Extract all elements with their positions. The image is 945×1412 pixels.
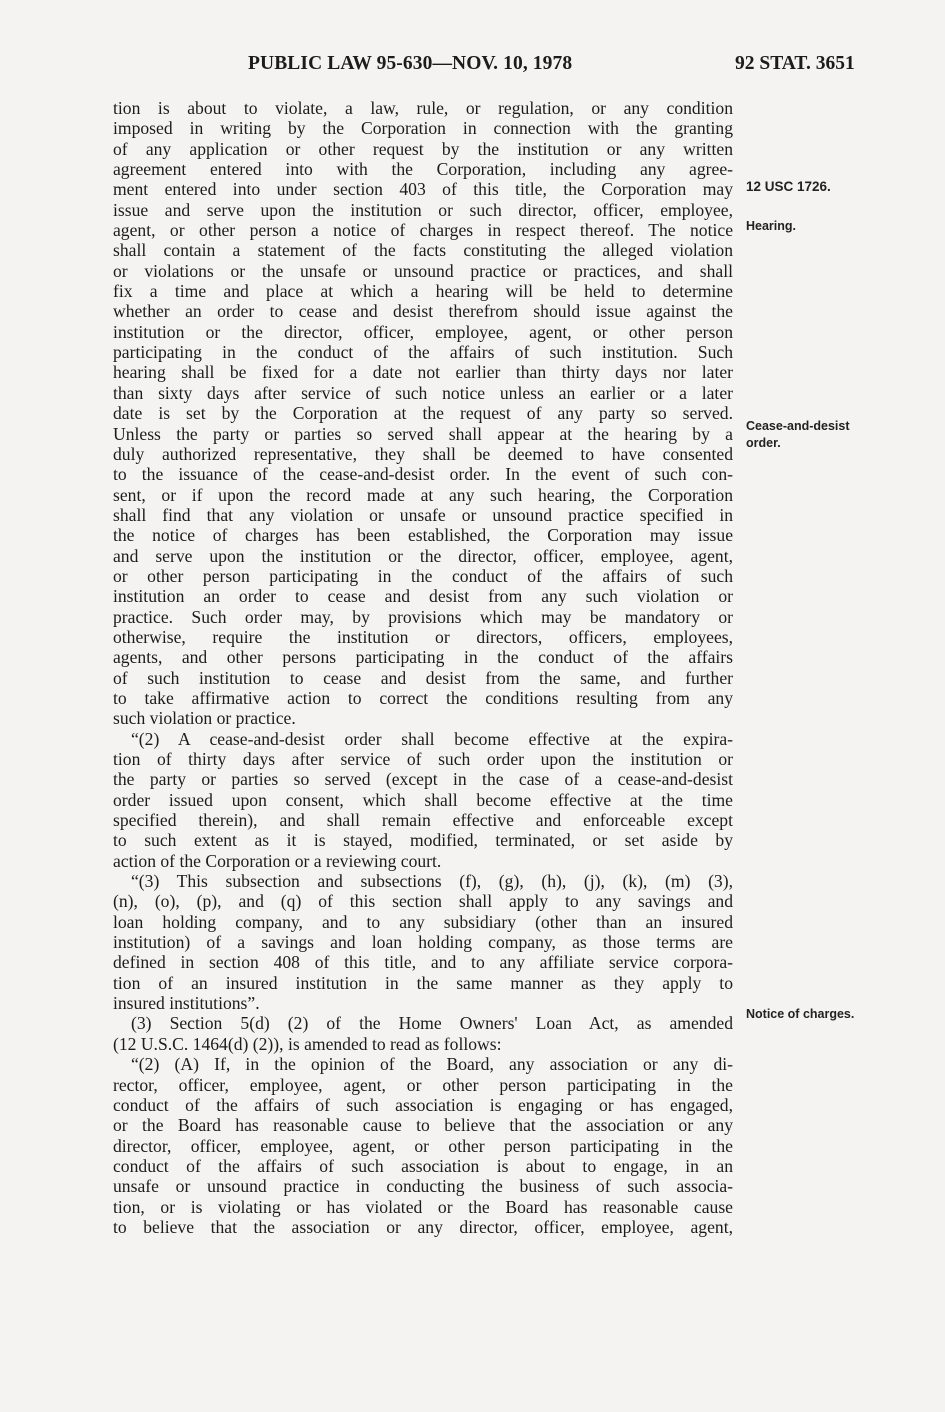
text-line: shall find that any violation or unsafe or unsound practice specified in <box>113 504 733 525</box>
text-line: defined in section 408 of this title, and to any affiliate service corpora- <box>113 952 733 973</box>
text-line: the notice of charges has been established, the Corporation may issue <box>113 525 733 546</box>
text-line: whether an order to cease and desist therefrom should issue against the <box>113 301 733 322</box>
text-line: sent, or if upon the record made at any such hearing, the Corporation <box>113 484 733 505</box>
text-line: of such institution to cease and desist from the same, and further <box>113 667 733 688</box>
text-line: to believe that the association or any director, officer, employee, agent, <box>113 1216 733 1237</box>
text-line: than sixty days after service of such notice unless an earlier or a later <box>113 382 733 403</box>
margin-note-hearing: Hearing. <box>746 219 797 233</box>
text-line: shall contain a statement of the facts constituting the alleged violation <box>113 240 733 261</box>
page-title: PUBLIC LAW 95-630—NOV. 10, 1978 <box>248 53 573 74</box>
text-line: to the issuance of the cease-and-desist order. In the event of such con- <box>113 464 733 485</box>
margin-note-cease-and-desist <box>746 418 850 452</box>
body-text <box>113 98 733 1237</box>
margin-note-notice-of-charges: Notice of charges. <box>746 1007 855 1021</box>
margin-note-line: order. <box>746 436 781 450</box>
text-line: Unless the party or parties so served shall appear at the hearing by a <box>113 423 733 444</box>
text-line: institution or the director, officer, employee, agent, or other person <box>113 321 733 342</box>
text-line: to such extent as it is stayed, modified, terminated, or set aside by <box>113 830 733 851</box>
stat-page-number: 92 STAT. 3651 <box>735 53 855 74</box>
text-line: and serve upon the institution or the director, officer, employee, agent, <box>113 545 733 566</box>
text-line: conduct of the affairs of such association is engaging or has engaged, <box>113 1094 733 1115</box>
text-line: to take affirmative action to correct the conditions resulting from any <box>113 687 733 708</box>
text-line: or other person participating in the conduct of the affairs of such <box>113 565 733 586</box>
text-line: institution) of a savings and loan holding company, as those terms are <box>113 932 733 953</box>
text-line: or violations or the unsafe or unsound practice or practices, and shall <box>113 260 733 281</box>
text-line: duly authorized representative, they shall be deemed to have consented <box>113 443 733 464</box>
text-line: tion of thirty days after service of such order upon the institution or <box>113 749 733 769</box>
text-line: agreement entered into with the Corporation, including any agree- <box>113 159 733 180</box>
text-line: tion, or is violating or has violated or the Board has reasonable cause <box>113 1196 733 1217</box>
text-line: ment entered into under section 403 of this title, the Corporation may <box>113 179 733 200</box>
text-line: “(3) This subsection and subsections (f), (g), (h), (j), (k), (m) (3), <box>131 871 733 892</box>
text-line: tion is about to violate, a law, rule, or regulation, or any condition <box>113 98 733 118</box>
text-line: or the Board has reasonable cause to believe that the association or any <box>113 1115 733 1136</box>
text-line: (12 U.S.C. 1464(d) (2)), is amended to read as follows: <box>113 1033 502 1054</box>
text-line: (3) Section 5(d) (2) of the Home Owners' Loan Act, as amended <box>131 1013 733 1034</box>
text-line: participating in the conduct of the affairs of such institution. Such <box>113 342 733 363</box>
text-line: issue and serve upon the institution or such director, officer, employee, <box>113 199 733 220</box>
text-line: of any application or other request by the institution or any written <box>113 138 733 159</box>
text-line: director, officer, employee, agent, or other person participating in the <box>113 1135 733 1156</box>
text-line: order issued upon consent, which shall become effective at the time <box>113 789 733 810</box>
text-line: practice. Such order may, by provisions which may be mandatory or <box>113 606 733 627</box>
text-line: institution an order to cease and desist from any such violation or <box>113 586 733 607</box>
text-line: otherwise, require the institution or directors, officers, employees, <box>113 626 733 647</box>
margin-note-usc-citation: 12 USC 1726. <box>746 179 831 194</box>
text-line: (n), (o), (p), and (q) of this section shall apply to any savings and <box>113 891 733 912</box>
text-line: “(2) A cease-and-desist order shall become effective at the expira- <box>131 728 733 749</box>
text-line: such violation or practice. <box>113 708 296 729</box>
text-line: imposed in writing by the Corporation in connection with the granting <box>113 118 733 139</box>
text-line: agent, or other person a notice of charges in respect thereof. The notice <box>113 220 733 241</box>
text-line: loan holding company, and to any subsidiary (other than an insured <box>113 911 733 932</box>
text-line: insured institutions”. <box>113 993 260 1014</box>
margin-note-line: Cease-and-desist <box>746 419 850 433</box>
text-line: unsafe or unsound practice in conducting the business of such associa- <box>113 1176 733 1197</box>
text-line: “(2) (A) If, in the opinion of the Board, any association or any di- <box>131 1054 733 1075</box>
text-line: action of the Corporation or a reviewing court. <box>113 850 442 871</box>
text-line: conduct of the affairs of such association is about to engage, in an <box>113 1155 733 1176</box>
text-line: agents, and other persons participating in the conduct of the affairs <box>113 647 733 668</box>
text-line: date is set by the Corporation at the request of any party so served. <box>113 403 733 424</box>
text-line: specified therein), and shall remain effective and enforceable except <box>113 810 733 831</box>
text-line: tion of an insured institution in the same manner as they apply to <box>113 972 733 993</box>
text-line: the party or parties so served (except in the case of a cease-and-desist <box>113 769 733 790</box>
text-line: fix a time and place at which a hearing will be held to determine <box>113 281 733 302</box>
text-line: hearing shall be fixed for a date not earlier than thirty days nor later <box>113 362 733 383</box>
running-head <box>0 53 945 83</box>
text-line: rector, officer, employee, agent, or other person participating in the <box>113 1074 733 1095</box>
